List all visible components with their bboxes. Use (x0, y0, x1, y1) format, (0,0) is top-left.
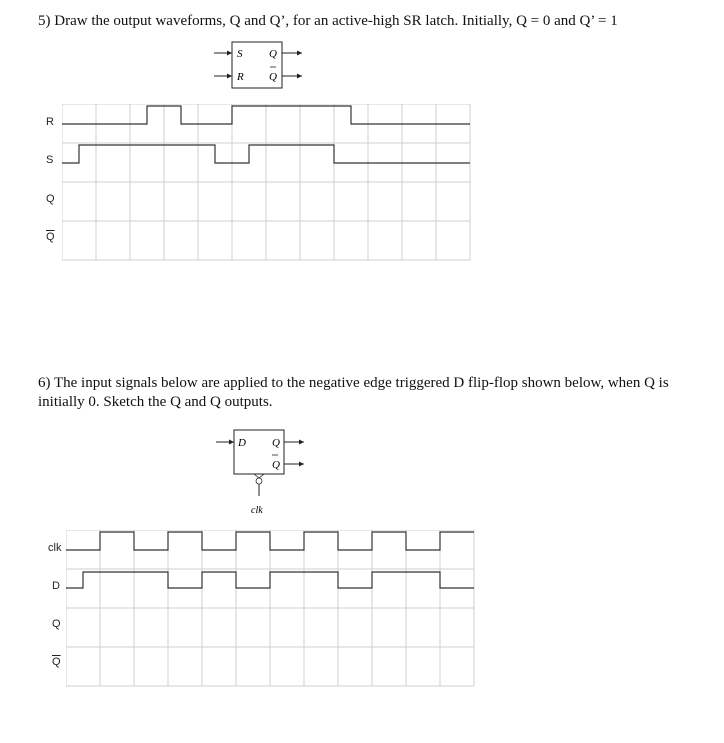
row-label-clk: clk (48, 542, 62, 554)
grid-lines (66, 530, 474, 686)
sr-timing-grid (62, 104, 472, 269)
dff-symbol-clk: clk (251, 505, 263, 516)
sr-symbol-r: R (237, 71, 244, 83)
d-flipflop-symbol (214, 426, 314, 520)
sr-symbol-s: S (237, 48, 243, 60)
waveform-d (66, 572, 474, 588)
dff-symbol-d: D (238, 437, 246, 449)
row-label-qbar6: $\overline{Q}$ (52, 656, 61, 668)
row-label-q: Q (46, 193, 55, 205)
dff-symbol-q: Q (272, 437, 280, 449)
question-6-text: 6) The input signals below are applied to the negative edge triggered D flip-flop shown below, when Q is initially 0. Sketch the Q and Q outputs. (38, 375, 669, 410)
row-label-q6: Q (52, 618, 61, 630)
row-label-d: D (52, 580, 60, 592)
waveform-clk (66, 532, 474, 550)
grid-lines (62, 104, 470, 260)
sr-symbol-qbar: Q (269, 71, 277, 83)
sr-latch-symbol (210, 40, 310, 94)
row-label-r: R (46, 116, 54, 128)
dff-symbol-qbar: Q (272, 459, 280, 471)
question-5-text: 5) Draw the output waveforms, Q and Q’, for an active-high SR latch. Initially, Q = 0 and Q’ = 1 (38, 13, 618, 29)
row-label-qbar: $\overline{Q}$ (46, 231, 55, 243)
sr-symbol-q: Q (269, 48, 277, 60)
dff-timing-grid (66, 530, 476, 695)
row-label-s: S (46, 154, 54, 166)
